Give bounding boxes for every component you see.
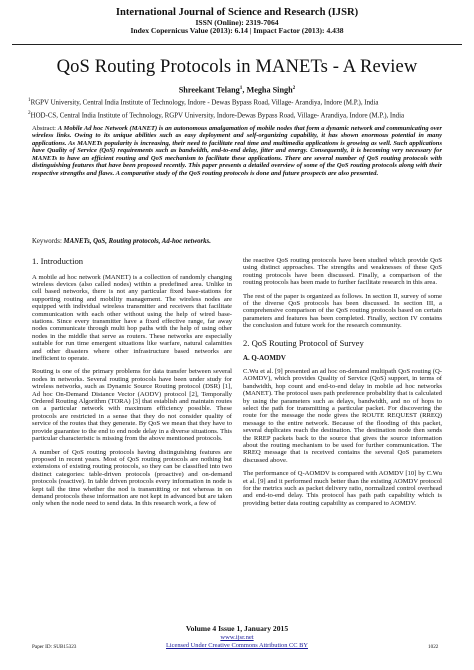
body-paragraph: The performance of Q-AOMDV is compared with AOMDV [10] by C.Wu et al. [9] and it performed much better than the existing AOMDV protocol for the metrics such as packet delivery ratio, normalized control overhead and end-to-end delay. This protocol has path path capability which is providing better data routing capability as compared to AOMDV. [243, 470, 442, 507]
footer-license-link[interactable]: Licensed Under Creative Commons Attribution CC BY [166, 642, 308, 649]
affiliation-text: HOD-CS, Central India Institute of Technology, RGPV University, Indore-Dewas Bypass Road, Village- Arandiya, Indore (M.P.), India [30, 112, 405, 120]
journal-index: Index Copernicus Value (2013): 6.14 | Impact Factor (2013): 4.438 [130, 26, 344, 36]
right-column [243, 257, 442, 513]
section-heading-introduction: 1. Introduction [32, 256, 84, 266]
author-name: Megha Singh [246, 85, 293, 95]
body-paragraph: A number of QoS routing protocols having distinguishing features are proposed in recent years. Most of QoS routing protocols are nothing but extensions of existing routing protocols, so they can be classified into two distinct categories: table-driven protocols (proactive) and on-demand protocols (reactive). In table driven protocols every information in node is kept tall the time whether the nod is transmitting or not whereas in on demand protocols these information are not kept in advanced but are taken only when the node need to send data. In this research work, a few of [32, 448, 232, 508]
affiliation-1 [28, 97, 378, 106]
subsection-heading-q-aomdv: A. Q-AOMDV [243, 355, 286, 363]
body-paragraph: A mobile ad hoc network (MANET) is a collection of randomly changing wireless devices (also called nodes) within a predefined area. Unlike in cell based networks, there is not any particular fixed base-stations for supporting routing and mobility management. The wireless nodes are equipped with individual wireless transmitter and receivers that facilitate communication with each other without using the help of wired base-stations. Since every transmitter have a fixed effective range, far away nodes communicate through multi hop paths with the help of using other nodes in the middle that serve as routers. These networks are especially suitable for run time emergent situations like warfare, natural calamities and other disasters where other infrastructure based networks are inefficient to operate. [32, 273, 232, 363]
paper-id: Paper ID: SUB15323 [32, 644, 77, 650]
body-paragraph: Routing is one of the primary problems for data transfer between several nodes in networks. Several routing protocols have been under study for wireless networks, such as Dynamic Source Routing protocol (DSR) [1], Ad hoc On-Demand Distance Vector (AODV) protocol [2], Temporally Ordered Routing Algorithm (TORA) [3] that establish and maintain routes on a particular network with maximum efficiency possible. These protocols are restricted in a sense that they do not consider quality of service of the routes that they generate. By QoS we mean that they have to provide guarantee to the end to end node delay in a diverse situations. This particular characteristic is missing from the above mentioned protocols. [32, 368, 232, 443]
page-number: 1022 [428, 644, 439, 650]
body-paragraph: the reactive QoS routing protocols have been studied which provide QoS using distinct approaches. The strengths and weaknesses of these QoS routing protocols have been discussed. Finally, a comparison of the routing protocols has been made to further facilitate research in this area. [243, 257, 442, 287]
left-column [32, 257, 232, 514]
journal-name: International Journal of Science and Research (IJSR) [115, 7, 359, 18]
journal-issn: ISSN (Online): 2319-7064 [195, 17, 279, 27]
footer-site-link[interactable]: www.ijsr.net [220, 634, 254, 641]
body-paragraph: The rest of the paper is organized as follows. In section II, survey of some of the diverse QoS protocols has been discussed. In section III, a comprehensive comparison of the QoS routing protocols based on certain parameters and features has been completed. Finally, section IV contains the conclusion and future work for the research community. [243, 292, 442, 330]
keywords-label: Keywords: [32, 238, 64, 245]
keywords [32, 238, 442, 245]
author-affil-mark: 1 [239, 85, 243, 91]
abstract-label: Abstract: [32, 125, 58, 132]
author-affil-mark: 2 [292, 85, 296, 91]
author-separator: , [242, 85, 247, 95]
affiliation-2 [28, 110, 404, 119]
footer-volume: Volume 4 Issue 1, January 2015 [185, 624, 289, 633]
keywords-text: MANETs, QoS, Routing protocols, Ad-hoc networks. [63, 238, 211, 245]
abstract-text: A Mobile Ad hoc Network (MANET) is an autonomous amalgamation of mobile nodes that form a dynamic network and communicating over wireless links. Owing to its unique abilities such as easy deployment and self-organizing capability, it has shown enormous potential in many applications. As MANETs popularity is increasing, their need to facilitate real time and multimedia applications is growing as well. Such applications have Quality of Service (QoS) requirements such as bandwidth, end-to-end delay, jitter and energy. Consequently, it is becoming very necessary for MANETs to have an efficient routing and QoS mechanism to facilitate these applications. There are several number of QoS routing protocols with distinguishing features that have been proposed recently. This paper presents a detailed overview of some of the QoS routing protocols along with their respective strengths and flaws. A comparative study of the QoS routing protocols is done and future prospects are also presented. [32, 125, 442, 177]
affiliation-mark: 1 [28, 97, 31, 103]
header-divider [12, 44, 462, 45]
section-heading-survey: 2. QoS Routing Protocol of Survey [243, 337, 364, 348]
affiliation-mark: 2 [28, 110, 31, 116]
paper-title: QoS Routing Protocols in MANETs - A Review [56, 56, 418, 77]
journal-header [0, 7, 474, 36]
abstract [32, 125, 442, 177]
author-line [0, 85, 474, 95]
body-paragraph: C.Wu et al. [9] presented an ad hoc on-demand multipath QoS routing (Q-AOMDV), which provides Quality of Service (QoS) support, in terms of bandwidth, hop count and end-to-end delay in mobile ad hoc networks (MANET). The protocol uses path preference probability that is calculated by using the parameters such as delays, bandwidth, and no of hops to select the path for transmitting a particular packet. For discovering the route for the message the node gives the ROUTE REQUEST (RREQ) message to the entire network. Because of the flooding of this packet, several duplicates reach the destination. The destination node then sends the RREP packets back to the source that gives the source information about the routing mechanism to be used for further communication. The RREQ message that is received contains the several QoS parameters discussed above. [243, 367, 442, 464]
affiliation-text: RGPV University, Central India Institute of Technology, Indore - Dewas Bypass Road, Village- Arandiya, Indore (M.P.), India [30, 99, 379, 107]
author-name: Shreekant Telang [178, 85, 240, 95]
